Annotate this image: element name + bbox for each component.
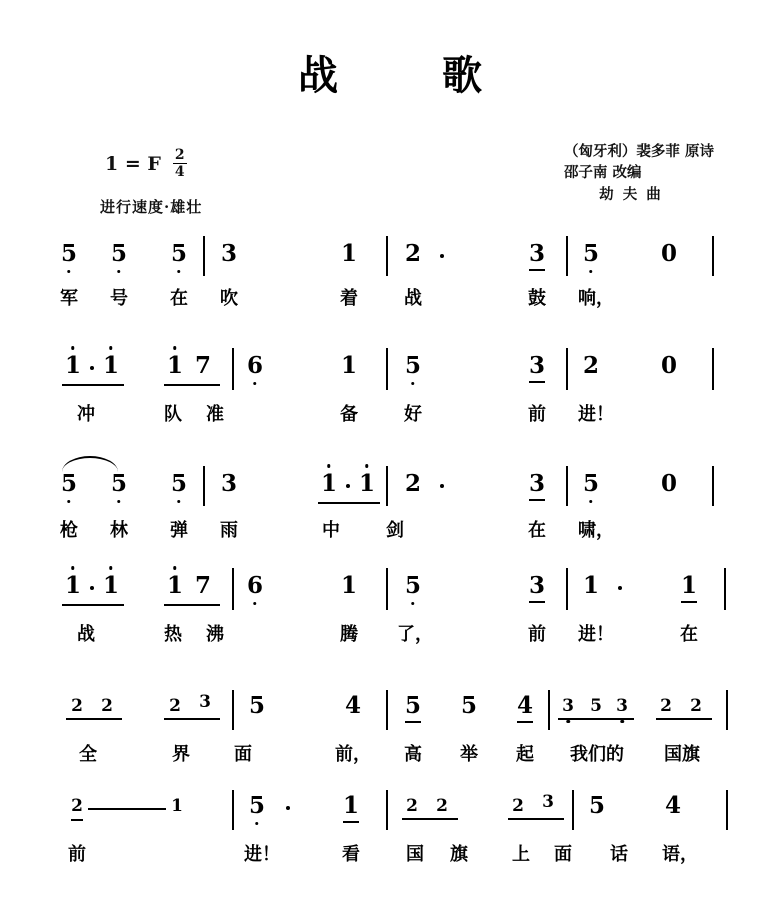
- music-system-3: [0, 456, 780, 568]
- barline: [548, 690, 550, 730]
- music-system-4: [0, 568, 780, 680]
- beam: [318, 502, 380, 504]
- barline: [386, 348, 388, 390]
- barline: [712, 466, 714, 506]
- barline: [726, 790, 728, 830]
- note: 1: [64, 352, 81, 379]
- augmentation-dot: [90, 366, 94, 370]
- note: 5: [588, 792, 605, 819]
- barline: [232, 790, 234, 830]
- lyric: 面: [554, 844, 572, 865]
- note: 5: [170, 240, 187, 267]
- lyric: 旗: [450, 844, 468, 865]
- note: 2: [404, 240, 421, 267]
- barline: [566, 568, 568, 610]
- barline: [566, 348, 568, 390]
- note: 3: [562, 696, 574, 716]
- note: 1: [171, 796, 183, 816]
- note: 2: [169, 696, 181, 716]
- note: 2: [71, 696, 83, 716]
- beam: [62, 384, 124, 386]
- lyric: 吹: [220, 288, 238, 309]
- lyric: 战: [404, 288, 422, 309]
- music-system-6: [0, 786, 780, 898]
- lyric: 举: [460, 744, 478, 765]
- lyric: 枪: [60, 520, 78, 541]
- barline: [232, 690, 234, 730]
- lyric: 前，: [335, 744, 371, 765]
- note: 5: [110, 470, 127, 497]
- barline: [386, 790, 388, 830]
- note: 5: [248, 692, 265, 719]
- lyric: 在: [170, 288, 188, 309]
- lyric: 号: [110, 288, 128, 309]
- lyric: 前: [528, 404, 546, 425]
- note: 1: [358, 470, 375, 497]
- note: 3: [220, 240, 237, 267]
- beam: [656, 718, 712, 720]
- music-system-1: [0, 236, 780, 348]
- augmentation-dot: [90, 586, 94, 590]
- lyric: 弹: [170, 520, 188, 541]
- page-title: 战 歌: [298, 52, 514, 99]
- note: 5: [248, 792, 265, 819]
- lyric: 雨: [220, 520, 238, 541]
- lyric: 热: [164, 624, 182, 645]
- note: 5: [110, 240, 127, 267]
- barline: [566, 236, 568, 276]
- note: 5: [60, 470, 77, 497]
- note: 3: [529, 354, 545, 383]
- lyric: 战: [77, 624, 95, 645]
- note: 1: [166, 352, 183, 379]
- lyric: 起: [516, 744, 534, 765]
- note: 5: [460, 692, 477, 719]
- augmentation-dot: [346, 484, 350, 488]
- beam: [508, 818, 564, 820]
- note: 5: [60, 240, 77, 267]
- lyric: 啸，: [578, 520, 614, 541]
- beam: [66, 718, 122, 720]
- beam: [62, 604, 124, 606]
- key-signature: [105, 148, 187, 179]
- barline: [712, 236, 714, 276]
- augmentation-dot: [440, 484, 444, 488]
- note: 1: [166, 572, 183, 599]
- barline: [572, 790, 574, 830]
- note: 1: [681, 574, 697, 603]
- lyric: 鼓: [528, 288, 546, 309]
- note: 5: [582, 470, 599, 497]
- lyric: 中: [322, 520, 340, 541]
- note: 3: [616, 696, 628, 716]
- lyric: 队: [164, 404, 182, 425]
- lyric: 腾: [340, 624, 358, 645]
- note: 2: [101, 696, 113, 716]
- note: 2: [406, 796, 418, 816]
- note: 2: [512, 796, 524, 816]
- note: 5: [582, 240, 599, 267]
- lyric: 响，: [578, 288, 614, 309]
- lyric: 全: [79, 744, 97, 765]
- music-system-2: [0, 348, 780, 460]
- barline: [386, 236, 388, 276]
- barline: [724, 568, 726, 610]
- note: 6: [246, 352, 263, 379]
- barline: [726, 690, 728, 730]
- note: 3: [529, 472, 545, 501]
- note: 2: [71, 798, 83, 821]
- lyric: 话: [610, 844, 628, 865]
- note: 7: [194, 572, 211, 599]
- note: 1: [320, 470, 337, 497]
- lyric: 了，: [397, 624, 433, 645]
- barline: [566, 466, 568, 506]
- tempo-marking: 进行速度·雄壮: [100, 198, 203, 216]
- note: 2: [660, 696, 672, 716]
- credit-lyricist: （匈牙利）裴多菲 原诗: [563, 143, 714, 160]
- note: 1: [102, 572, 119, 599]
- note: 5: [590, 696, 602, 716]
- note: 1: [340, 572, 357, 599]
- lyric: 语，: [662, 844, 698, 865]
- lyric: 前: [528, 624, 546, 645]
- lyric: 沸: [206, 624, 224, 645]
- credit-composer: 劫 夫 曲: [599, 186, 663, 204]
- lyric: 我们的: [570, 744, 624, 765]
- time-signature-denominator: 4: [174, 164, 185, 180]
- note: 1: [582, 572, 599, 599]
- note: 2: [582, 352, 599, 379]
- lyric: 冲: [77, 404, 95, 425]
- note: 7: [194, 352, 211, 379]
- lyric: 界: [172, 744, 190, 765]
- lyric: 在: [680, 624, 698, 645]
- lyric: 进！: [244, 844, 280, 865]
- note: 0: [660, 470, 677, 497]
- lyric: 剑: [386, 520, 404, 541]
- augmentation-dot: [286, 806, 290, 810]
- note: 3: [220, 470, 237, 497]
- beam: [402, 818, 458, 820]
- note: 3: [529, 574, 545, 603]
- lyric: 进！: [578, 404, 614, 425]
- note: 0: [660, 240, 677, 267]
- note: 6: [246, 572, 263, 599]
- lyric: 在: [528, 520, 546, 541]
- lyric: 国: [406, 844, 424, 865]
- lyric: 好: [404, 404, 422, 425]
- credit-adapter: 邵子南 改编: [563, 163, 642, 181]
- lyric: 准: [206, 404, 224, 425]
- note: 3: [529, 242, 545, 271]
- lyric: 国旗: [664, 744, 700, 765]
- note: 1: [343, 794, 359, 823]
- barline: [203, 236, 205, 276]
- lyric: 面: [234, 744, 252, 765]
- note: 5: [170, 470, 187, 497]
- note: 5: [404, 352, 421, 379]
- barline: [386, 568, 388, 610]
- barline: [232, 348, 234, 390]
- credits: [564, 142, 714, 206]
- augmentation-dot: [440, 254, 444, 258]
- note: 5: [405, 694, 421, 723]
- barline: [232, 568, 234, 610]
- beam: [164, 718, 220, 720]
- tie: [88, 808, 166, 810]
- note: 1: [340, 352, 357, 379]
- note: 1: [340, 240, 357, 267]
- lyric: 上: [512, 844, 530, 865]
- time-signature-numerator: 2: [174, 147, 185, 163]
- lyric: 前: [68, 844, 86, 865]
- note: 0: [660, 352, 677, 379]
- note: 5: [404, 572, 421, 599]
- lyric: 备: [340, 404, 358, 425]
- lyric: 高: [404, 744, 422, 765]
- lyric: 看: [342, 844, 360, 865]
- note: 4: [517, 694, 533, 723]
- augmentation-dot: [618, 586, 622, 590]
- note: 2: [690, 696, 702, 716]
- barline: [203, 466, 205, 506]
- note: 4: [664, 792, 681, 819]
- lyric: 林: [110, 520, 128, 541]
- note: 1: [102, 352, 119, 379]
- music-system-5: [0, 686, 780, 798]
- note: 3: [542, 792, 554, 812]
- beam: [558, 718, 634, 720]
- note: 3: [199, 692, 211, 712]
- beam: [164, 384, 220, 386]
- time-signature: [173, 148, 187, 179]
- note: 4: [344, 692, 361, 719]
- key-signature-text: 1 = F: [105, 152, 161, 175]
- lyric: 着: [340, 288, 358, 309]
- beam: [164, 604, 220, 606]
- note: 2: [436, 796, 448, 816]
- lyric: 进！: [578, 624, 614, 645]
- barline: [712, 348, 714, 390]
- note: 2: [404, 470, 421, 497]
- lyric: 军: [60, 288, 78, 309]
- barline: [386, 466, 388, 506]
- note: 1: [64, 572, 81, 599]
- barline: [386, 690, 388, 730]
